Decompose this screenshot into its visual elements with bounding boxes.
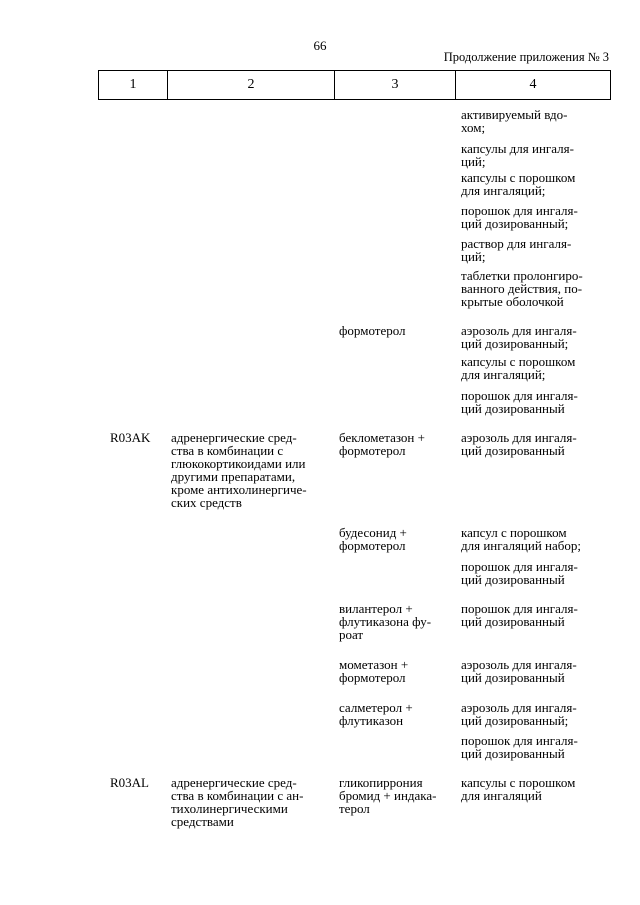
text-line: ций дозированный [461,746,565,761]
column-header-1: 1 [99,71,168,99]
text-line: капсулы для ингаля- [461,141,574,156]
text-line: роат [339,627,364,642]
text-line: флутиказона фу- [339,614,432,629]
substance-cell [339,602,457,641]
substance-cell [339,658,457,684]
substance-cell [339,701,457,727]
text-line: порошок для ингаля- [461,388,578,403]
text-line: ций дозированный [461,572,565,587]
text-line: гликопиррония [339,775,423,790]
text-line: для ингаляций набор; [461,538,582,553]
table-header-row [98,70,611,100]
text-line: для ингаляций; [461,367,546,382]
text-line: порошок для ингаля- [461,559,578,574]
dosage-form-cell [461,389,606,415]
text-line: флутиказон [339,713,404,728]
text-line: аэрозоль для ингаля- [461,657,577,672]
text-line: ций; [461,154,486,169]
dosage-form-cell [461,560,606,586]
page-number: 66 [313,38,327,53]
text-line: тихолинергическими [171,801,288,816]
text-line: глюкокортикоидами или [171,456,306,471]
dosage-form-cell [461,355,606,381]
text-line: ций; [461,249,486,264]
dosage-form-cell [461,701,606,727]
text-line: бромид + индака- [339,788,437,803]
text-line: порошок для ингаля- [461,733,578,748]
dosage-form-cell [461,142,606,168]
appendix-continuation-note: Продолжение приложения № 3 [443,50,609,64]
text-line: формотерол [339,323,406,338]
substance-cell [339,776,457,815]
text-line: ций дозированный; [461,713,569,728]
text-line: R03AK [110,430,151,445]
text-line: аэрозоль для ингаля- [461,430,577,445]
dosage-form-cell [461,108,606,134]
text-line: ций дозированный; [461,336,569,351]
text-line: кроме антихолинергиче- [171,482,307,497]
text-line: ванного действия, по- [461,281,583,296]
text-line: ций дозированный [461,401,565,416]
text-line: средствами [171,814,234,829]
text-line: активируемый вдо- [461,107,568,122]
dosage-form-cell [461,171,606,197]
text-line: аэрозоль для ингаля- [461,323,577,338]
dosage-form-cell [461,204,606,230]
text-line: аэрозоль для ингаля- [461,700,577,715]
column-header-2: 2 [168,71,335,99]
text-line: ций дозированный [461,670,565,685]
text-line: раствор для ингаля- [461,236,572,251]
text-line: мометазон + [339,657,409,672]
text-line: хом; [461,120,486,135]
text-line: формотерол [339,670,406,685]
text-line: для ингаляций; [461,183,546,198]
text-line: ций дозированный [461,443,565,458]
text-line: ций дозированный [461,614,565,629]
text-line: адренергические сред- [171,430,297,445]
column-header-4: 4 [529,77,537,92]
dosage-form-cell [461,734,606,760]
text-line: капсулы с порошком [461,354,576,369]
text-line: капсулы с порошком [461,170,576,185]
text-line: адренергические сред- [171,775,297,790]
text-line: формотерол [339,538,406,553]
text-line: ских средств [171,495,242,510]
text-line: ства в комбинации с [171,443,284,458]
dosage-form-cell [461,658,606,684]
text-line: беклометазон + [339,430,425,445]
substance-cell [339,526,457,552]
text-line: R03AL [110,775,149,790]
substance-cell [339,324,457,337]
dosage-form-cell [461,431,606,457]
dosage-form-cell [461,324,606,350]
text-line: капсул с порошком [461,525,567,540]
dosage-form-cell [461,526,606,552]
text-line: другими препаратами, [171,469,296,484]
atc-group-cell [171,776,331,828]
atc-code-cell [110,776,165,789]
text-line: порошок для ингаля- [461,203,578,218]
text-line: порошок для ингаля- [461,601,578,616]
text-line: формотерол [339,443,406,458]
text-line: ства в комбинации с ан- [171,788,304,803]
text-line: таблетки пролонгиро- [461,268,583,283]
text-line: вилантерол + [339,601,413,616]
substance-cell [339,431,457,457]
dosage-form-cell [461,602,606,628]
text-line: капсулы с порошком [461,775,576,790]
text-line: терол [339,801,370,816]
dosage-form-cell [461,776,606,802]
text-line: салметерол + [339,700,413,715]
column-header-3: 3 [335,71,456,99]
dosage-form-cell [461,269,606,308]
dosage-form-cell [461,237,606,263]
text-line: крытые оболочкой [461,294,564,309]
text-line: для ингаляций [461,788,542,803]
text-line: будесонид + [339,525,407,540]
atc-code-cell [110,431,165,444]
text-line: ций дозированный; [461,216,569,231]
atc-group-cell [171,431,331,509]
